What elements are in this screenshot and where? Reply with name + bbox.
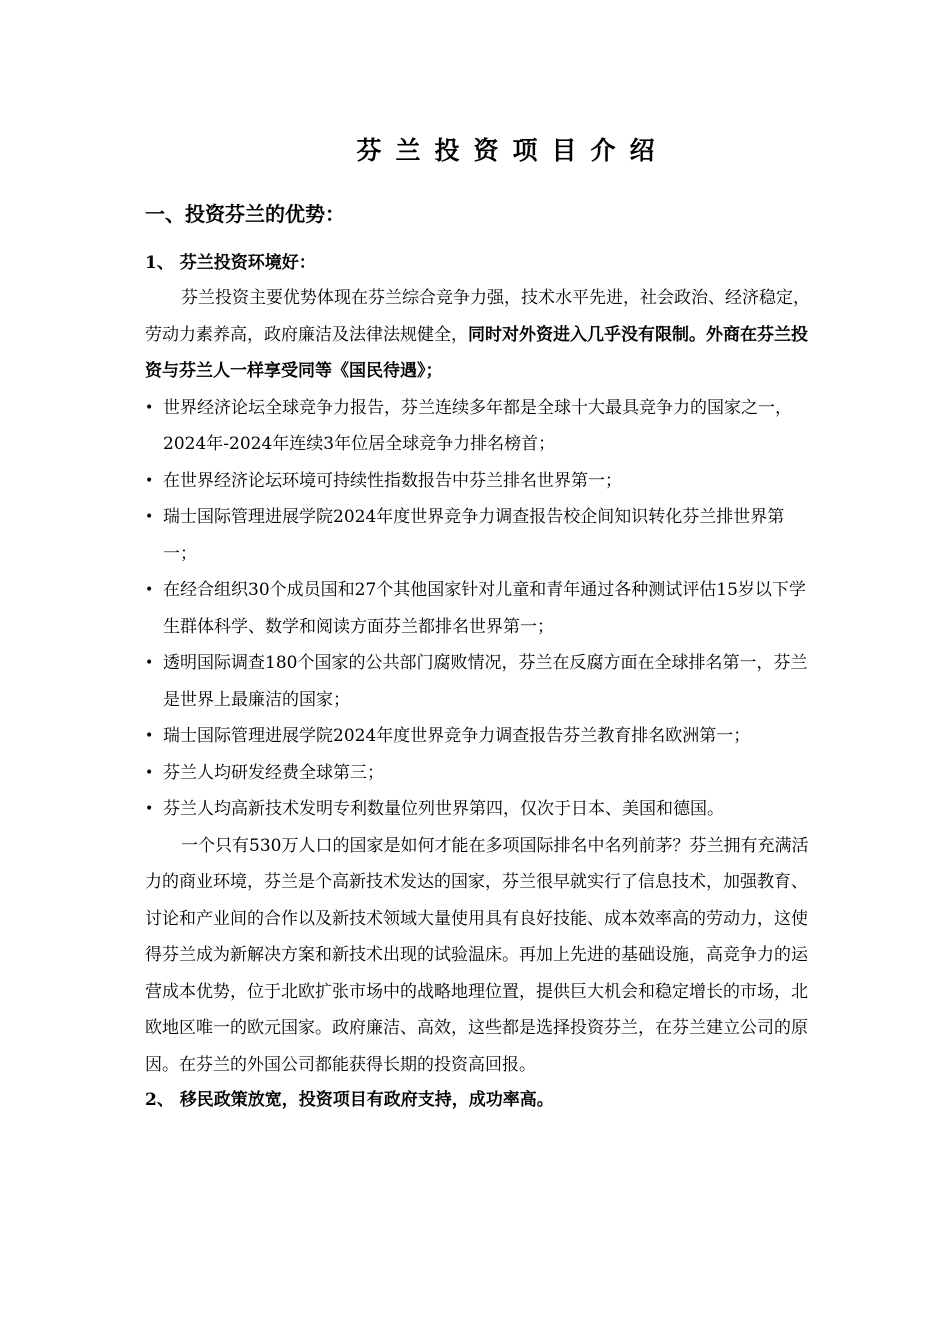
subsection-heading-1: 1、 芬兰投资环境好： bbox=[145, 253, 316, 273]
ranking-list bbox=[145, 390, 815, 828]
list-item-text: 瑞士国际管理进展学院2024年度世界竞争力调查报告校企间知识转化芬兰排世界第一； bbox=[163, 507, 785, 564]
bullet-icon: • bbox=[145, 582, 154, 598]
list-item bbox=[145, 499, 815, 572]
bullet-icon: • bbox=[145, 764, 154, 781]
list-item bbox=[145, 718, 815, 755]
list-item bbox=[145, 572, 815, 645]
document-title: 芬兰投资项目介绍 bbox=[356, 136, 669, 165]
list-item-text: 芬兰人均高新技术发明专利数量位列世界第四，仅次于日本、美国和德国。 bbox=[163, 799, 724, 819]
list-item bbox=[145, 463, 815, 500]
list-item-text: 瑞士国际管理进展学院2024年度世界竞争力调查报告芬兰教育排名欧洲第一； bbox=[163, 726, 751, 746]
intro-text: 芬兰投资主要优势体现在芬兰综合竞争力强，技术水平先进，社会政治、经济稳定，劳动力素养高，政府廉洁及法律法规健全， bbox=[145, 288, 810, 345]
list-item-text: 芬兰人均研发经费全球第三； bbox=[163, 762, 384, 783]
list-item-text: 世界经济论坛全球竞争力报告，芬兰连续多年都是全球十大最具竞争力的国家之一，2024年-2024年连续3年位居全球竞争力排名榜首； bbox=[163, 397, 792, 454]
list-item bbox=[145, 645, 815, 718]
subsection-heading-2: 2、 移民政策放宽，投资项目有政府支持，成功率高。 bbox=[145, 1090, 554, 1110]
list-item-text: 透明国际调查180个国家的公共部门腐败情况，芬兰在反腐方面在全球排名第一，芬兰是世界上最廉洁的国家； bbox=[163, 653, 808, 710]
summary-paragraph: 一个只有530万人口的国家是如何才能在多项国际排名中名列前茅？芬兰拥有充满活力的商业环境，芬兰是个高新技术发达的国家，芬兰很早就实行了信息技术，加强教育、讨论和产业间的合作以及新技术领域大量使用具有良好技能、成本效率高的劳动力，这使得芬兰成为新解决方案和新技术出现的试验温床。再加上先进的基础设施，高竞争力的运营成本优势，位于北欧扩张市场中的战略地理位置，提供巨大机会和稳定增长的市场，北欧地区唯一的欧元国家。政府廉洁、高效，这些都是选择投资芬兰，在芬兰建立公司的原因。在芬兰的外国公司都能获得长期的投资高回报。 bbox=[145, 835, 809, 1075]
document-body bbox=[145, 196, 815, 1117]
list-item-text: 在世界经济论坛环境可持续性指数报告中芬兰排名世界第一； bbox=[163, 470, 622, 491]
bullet-icon: • bbox=[145, 728, 154, 744]
bullet-icon: • bbox=[145, 399, 154, 416]
intro-paragraph bbox=[145, 280, 815, 390]
bullet-icon: • bbox=[145, 509, 154, 525]
bullet-icon: • bbox=[145, 801, 154, 817]
intro-bold-text: 同时对外资进入几乎没有限制。外商在芬兰投资与芬兰人一样享受同等《国民待遇》； bbox=[145, 324, 808, 381]
list-item bbox=[145, 755, 815, 792]
bullet-icon: • bbox=[145, 655, 154, 671]
bullet-icon: • bbox=[145, 472, 154, 489]
list-item bbox=[145, 791, 815, 828]
section-heading: 一、投资芬兰的优势： bbox=[145, 202, 345, 226]
list-item bbox=[145, 390, 815, 463]
list-item-text: 在经合组织30个成员国和27个其他国家针对儿童和青年通过各种测试评估15岁以下学生群体科学、数学和阅读方面芬兰都排名世界第一； bbox=[163, 580, 806, 637]
